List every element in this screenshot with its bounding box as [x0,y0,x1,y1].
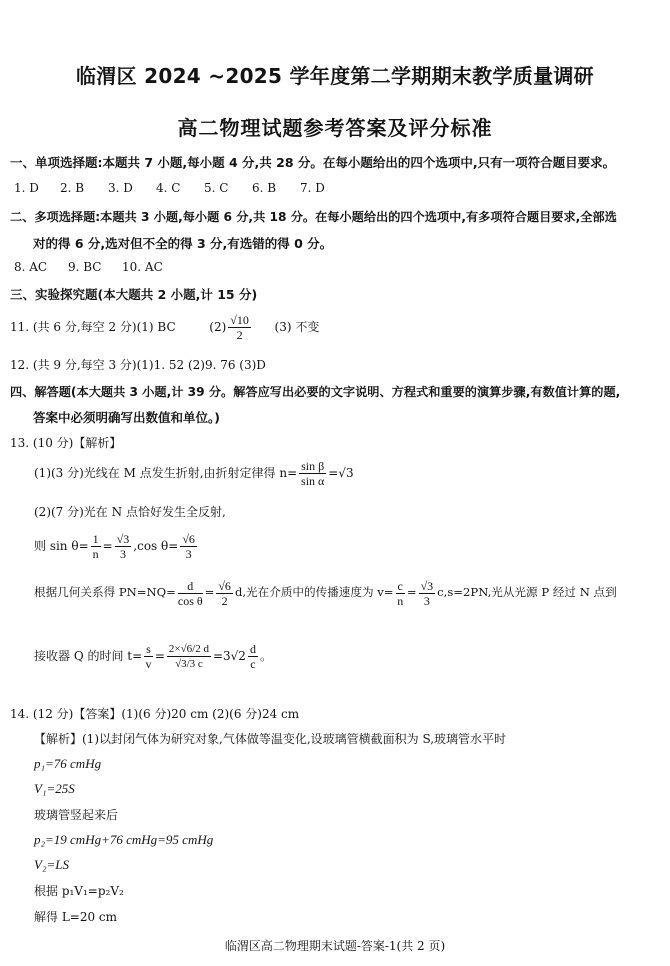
section1-heading: 一、单项选择题:本题共 7 小题,每小题 4 分,共 28 分。在每小题给出的四个选项中,只有一项符合题目要求。 [10,155,616,170]
q11-fraction: $\frac{√10}{2}$ [230,313,249,342]
q14-line4: p₂=19 cmHg+76 cmHg=95 cmHg [34,832,214,847]
answer-item: 4. C [156,181,181,195]
answer-item: 9. BC [68,260,102,274]
section1-answers [14,181,325,195]
q13-part4: 根据几何关系得 PN=NQ= $\frac{d}{\text{cos θ}}$ = $\frac{√6}{2}$ d,光在介质中的传播速度为 v= $\frac{c}{n}$ = $\frac{√3}{3}$ c,s=2PN,光从光源 P 经过 N 点到 [34,578,617,608]
q14-line1: p₁=76 cmHg [34,756,102,771]
page-footer: 临渭区高二物理期末试题-答案-1(共 2 页) [224,939,446,953]
q11-part2-label: (2) [209,320,227,334]
q14-heading: 14. (12 分)【答案】(1)(6 分)20 cm (2)(6 分)24 cm [10,707,300,721]
section2-heading-line1: 二、多项选择题:本题共 3 小题,每小题 6 分,共 18 分。在每小题给出的四个选项中,有多项符合题目要求,全部选 [10,210,617,224]
q14-line2: V₁=25S [34,781,75,796]
answer-item: 8. AC [14,260,48,274]
q11-part1: 11. (共 6 分,每空 2 分)(1) BC [10,320,176,334]
section2-answers [14,260,163,274]
q14-line6: 根据 p₁V₁=p₂V₂ [34,884,124,898]
q13-part3: 则 sin θ= $\frac{1}{n}$ = $\frac{√3}{3}$ ,cos θ= $\frac{√6}{3}$ [34,532,195,561]
section4-heading-line2: 答案中必须明确写出数值和单位。) [33,410,220,425]
q13-heading: 13. (10 分)【解析】 [10,436,122,450]
answer-item: 6. B [252,181,277,195]
answer-item: 5. C [204,181,229,195]
q14-analysis: 【解析】(1)以封闭气体为研究对象,气体做等温变化,设玻璃管横截面积为 S,玻璃管水平时 [34,732,507,746]
answer-item: 2. B [60,181,85,195]
answer-item: 7. D [300,181,325,195]
q13-part2: (2)(7 分)光在 N 点恰好发生全反射, [34,505,226,519]
answer-item: 3. D [108,181,133,195]
answer-item: 1. D [14,181,39,195]
section4-heading-line1: 四、解答题(本大题共 3 小题,计 39 分。解答应写出必要的文字说明、方程式和重要的演算步骤,有数值计算的题, [10,385,621,399]
section2-heading-line2: 对的得 6 分,选对但不全的得 3 分,有选错的得 0 分。 [33,236,333,251]
answer-item: 10. AC [122,260,163,274]
q14-line5: V₂=LS [34,857,69,872]
q14-line3: 玻璃管竖起来后 [34,808,119,822]
document-subtitle: 高二物理试题参考答案及评分标准 [177,116,493,140]
document-title: 临渭区 2024 ~2025 学年度第二学期期末教学质量调研 [76,64,594,88]
q14-line7: 解得 L=20 cm [34,910,118,924]
question-12: 12. (共 9 分,每空 3 分)(1)1. 52 (2)9. 76 (3)D [10,358,266,372]
question-11 [10,312,319,342]
q13-part5: 接收器 Q 的时间 t= $\frac{s}{v}$ = $\frac{2\times√6/2 d}{√3/3 c}$ =3√2 $\frac{d}{c}$ 。 [34,642,272,671]
section3-heading: 三、实验探究题(本大题共 2 小题,计 15 分) [10,287,258,302]
q13-part1: (1)(3 分)光线在 M 点发生折射,由折射定律得 n= $\frac{\text{sin β}}{\text{sin α}}$ =√3 [34,459,354,488]
q11-part3: (3) 不变 [274,320,320,334]
